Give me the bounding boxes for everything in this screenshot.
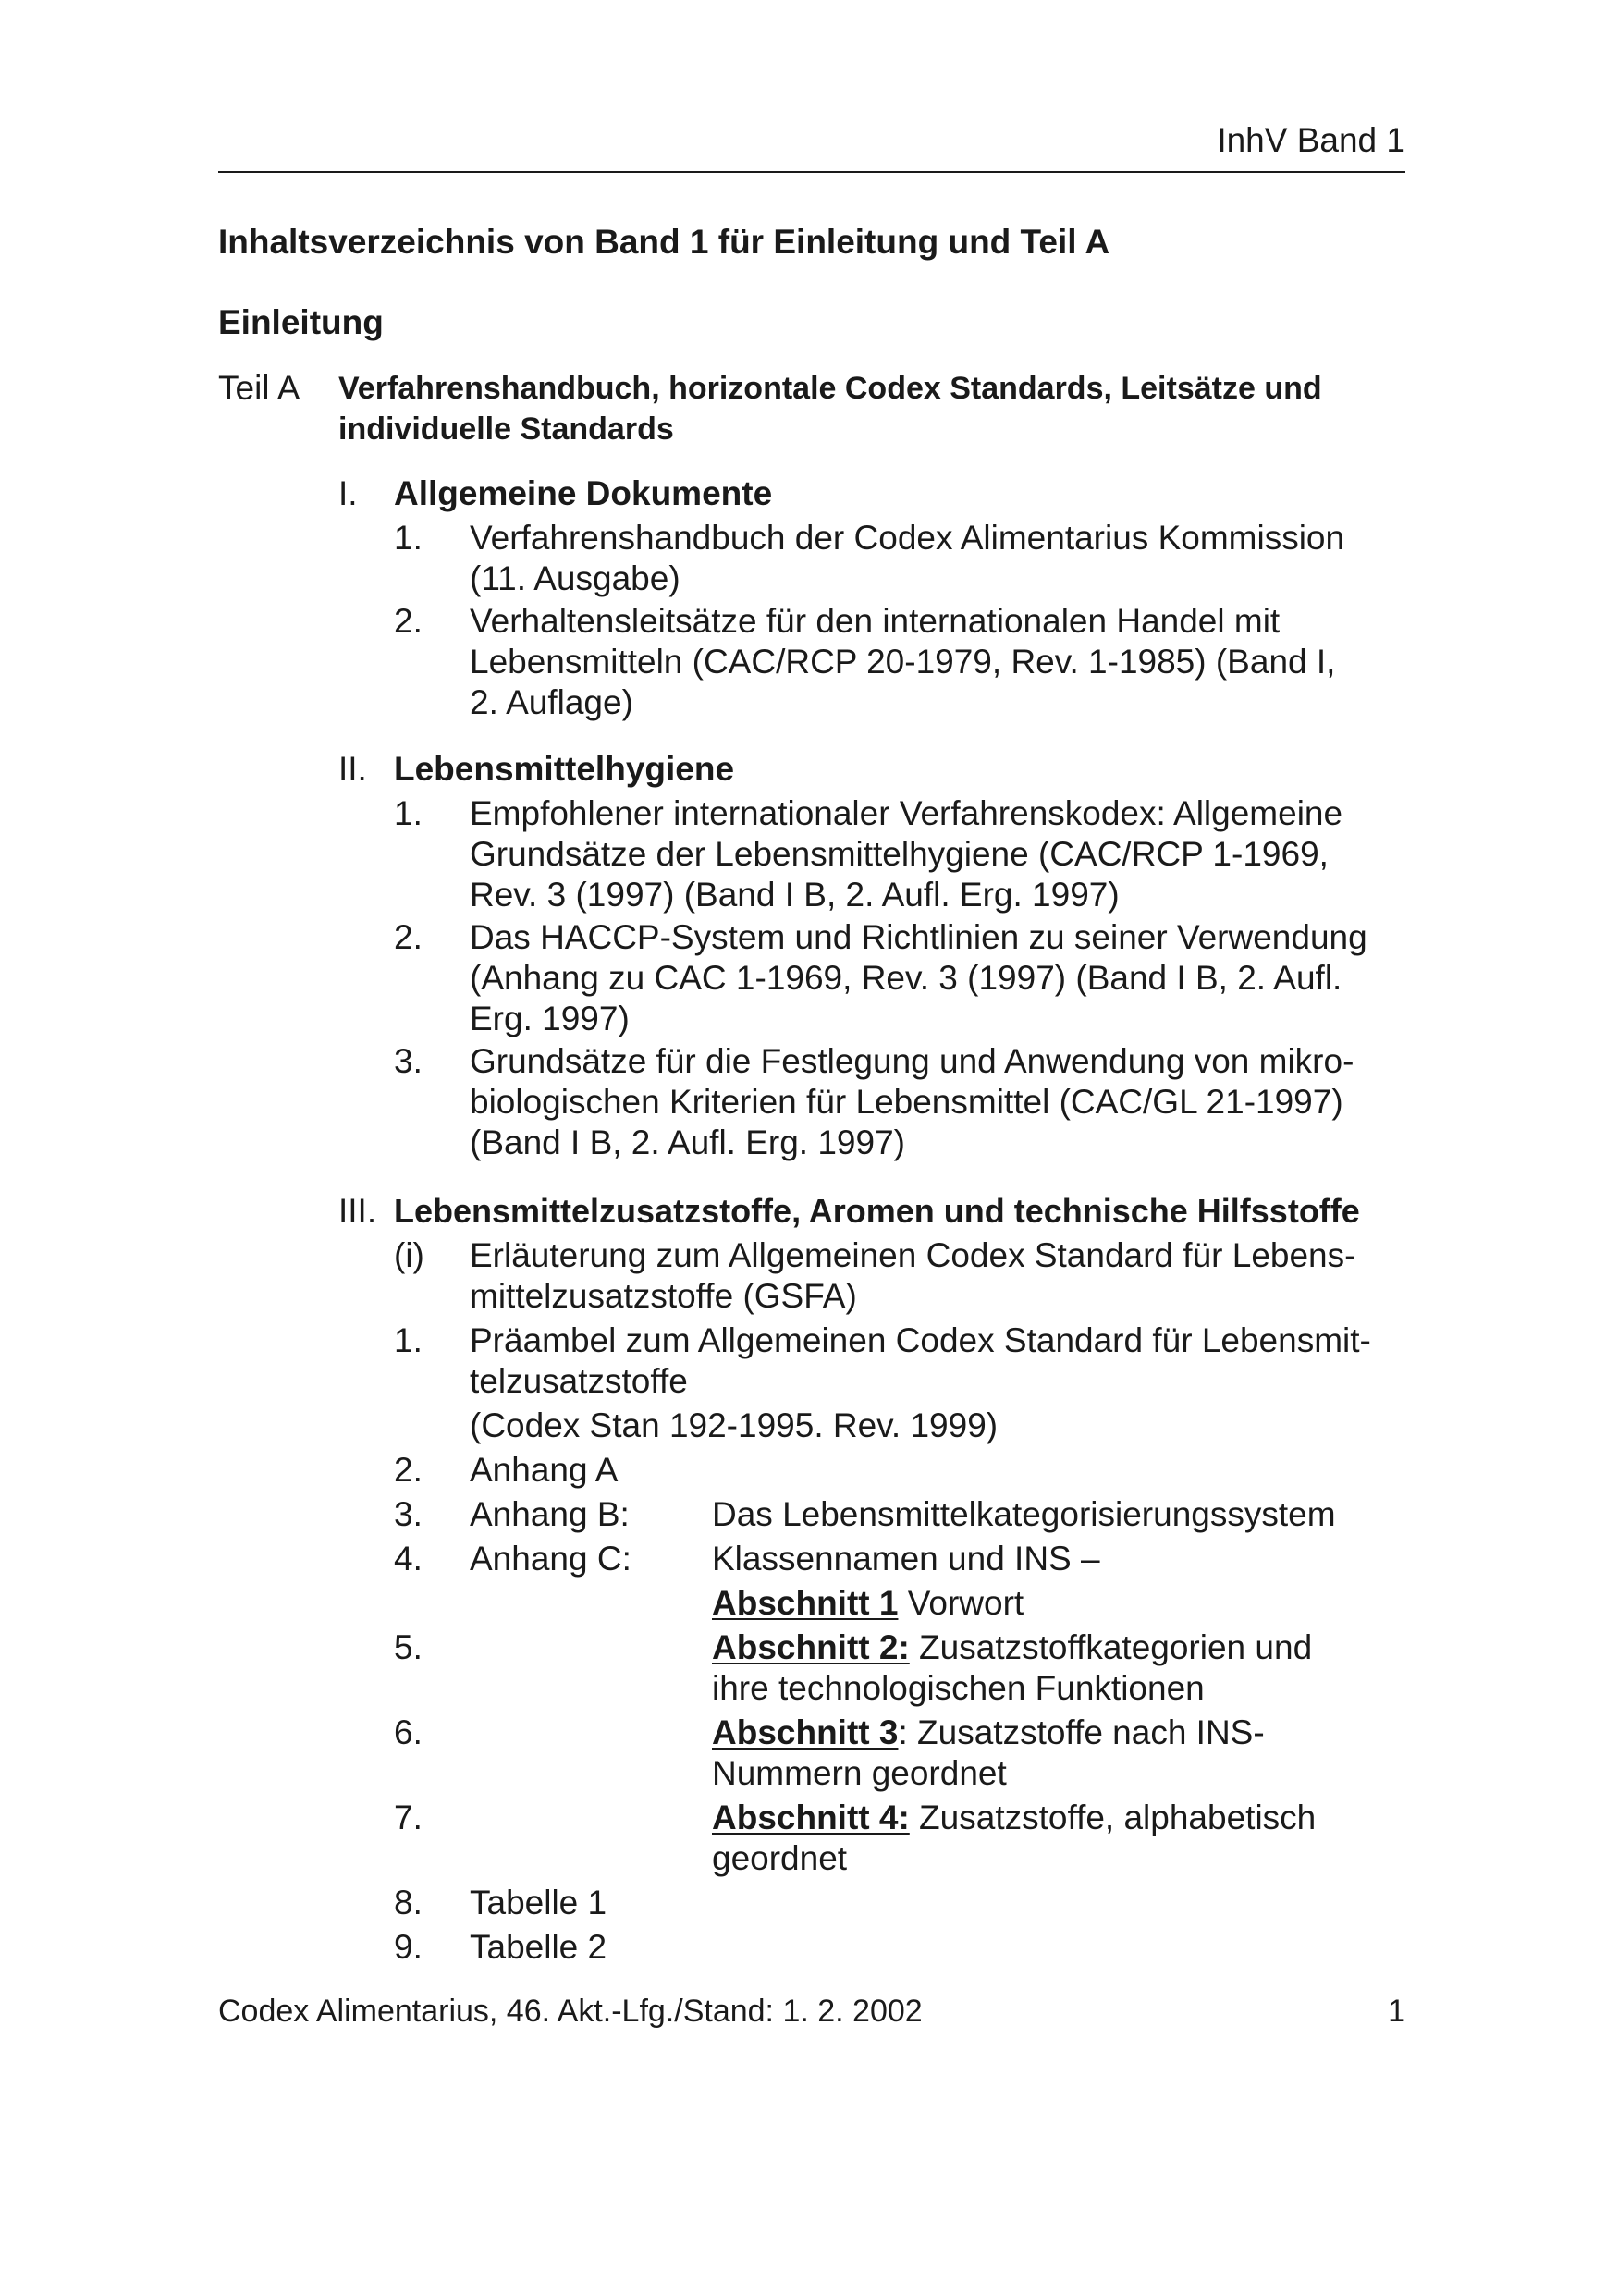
tabelle-label: Tabelle 1	[470, 1884, 607, 1922]
toc-entry-line: (11. Ausgabe)	[470, 559, 680, 597]
item-number: 1.	[394, 519, 423, 557]
abschnitt-text: Zusatzstoffe, alphabetisch	[909, 1799, 1317, 1836]
section-heading-einleitung: Einleitung	[218, 303, 384, 341]
abschnitt-text: Vorwort	[898, 1584, 1024, 1622]
item-number: 2.	[394, 1451, 423, 1489]
item-number: 4.	[394, 1540, 423, 1578]
toc-entry-line: Das Lebensmittelkategorisierungssystem	[712, 1495, 1336, 1533]
page-number: 1	[1388, 1994, 1405, 2029]
toc-entry-line	[712, 1583, 1024, 1624]
toc-entry-line: Rev. 3 (1997) (Band I B, 2. Aufl. Erg. 1997)	[470, 876, 1120, 914]
toc-entry-line: Erg. 1997)	[470, 1000, 630, 1037]
toc-entry-line	[712, 1798, 1316, 1838]
toc-entry-line: Präambel zum Allgemeinen Codex Standard für Lebensmit-	[470, 1321, 1371, 1359]
item-number: 8.	[394, 1884, 423, 1922]
teil-a-title-line2: individuelle Standards	[338, 411, 674, 447]
item-number: 2.	[394, 602, 423, 640]
section-numeral: II.	[338, 750, 367, 788]
abschnitt-text: : Zusatzstoffe nach INS-	[898, 1713, 1265, 1751]
toc-entry-line: geordnet	[712, 1839, 848, 1877]
toc-entry-line: biologischen Kriterien für Lebensmittel (CAC/GL 21-1997)	[470, 1083, 1343, 1121]
item-number: 3.	[394, 1042, 423, 1080]
toc-entry-line: (Anhang zu CAC 1-1969, Rev. 3 (1997) (Band I B, 2. Aufl.	[470, 959, 1342, 997]
anhang-label: Anhang C:	[470, 1540, 631, 1578]
toc-entry-line: Klassennamen und INS –	[712, 1540, 1100, 1578]
item-number: 5.	[394, 1628, 423, 1666]
item-number: 3.	[394, 1495, 423, 1533]
tabelle-label: Tabelle 2	[470, 1928, 607, 1966]
item-number: 7.	[394, 1799, 423, 1836]
teil-a-title-line1: Verfahrenshandbuch, horizontale Codex Standards, Leitsätze und	[338, 371, 1322, 406]
toc-entry-line: Nummern geordnet	[712, 1754, 1007, 1792]
item-number: (i)	[394, 1236, 424, 1274]
item-number: 2.	[394, 918, 423, 956]
footer-source: Codex Alimentarius, 46. Akt.-Lfg./Stand: 1. 2. 2002	[218, 1994, 923, 2029]
toc-entry-line: Verfahrenshandbuch der Codex Alimentarius Kommission	[470, 519, 1345, 557]
anhang-label: Anhang A	[470, 1451, 619, 1489]
toc-entry-line: Verhaltensleitsätze für den internationalen Handel mit	[470, 602, 1281, 640]
item-number: 1.	[394, 794, 423, 832]
abschnitt-text: Zusatzstoffkategorien und	[909, 1628, 1313, 1666]
toc-entry-line: Erläuterung zum Allgemeinen Codex Standard für Lebens-	[470, 1236, 1356, 1274]
page-title: Inhaltsverzeichnis von Band 1 für Einleitung und Teil A	[218, 223, 1110, 261]
toc-entry-line: Lebensmitteln (CAC/RCP 20-1979, Rev. 1-1985) (Band I,	[470, 643, 1336, 681]
section-title-allgemeine-dokumente: Allgemeine Dokumente	[394, 474, 773, 512]
section-title-zusatzstoffe: Lebensmittelzusatzstoffe, Aromen und technische Hilfsstoffe	[394, 1192, 1360, 1230]
toc-entry-line: (Codex Stan 192-1995. Rev. 1999)	[470, 1406, 999, 1444]
section-title-lebensmittelhygiene: Lebensmittelhygiene	[394, 750, 735, 788]
toc-entry-line: 2. Auflage)	[470, 683, 633, 721]
toc-entry-line: telzusatzstoffe	[470, 1362, 688, 1400]
toc-entry-line: Empfohlener internationaler Verfahrenskodex: Allgemeine	[470, 794, 1343, 832]
toc-entry-line: Grundsätze der Lebensmittelhygiene (CAC/RCP 1-1969,	[470, 835, 1329, 873]
teil-a-label: Teil A	[218, 369, 300, 407]
toc-entry-line: Grundsätze für die Festlegung und Anwendung von mikro-	[470, 1042, 1354, 1080]
running-head: InhV Band 1	[1217, 121, 1405, 159]
toc-entry-line	[712, 1713, 1265, 1753]
item-number: 9.	[394, 1928, 423, 1966]
item-number: 1.	[394, 1321, 423, 1359]
abschnitt-heading: Abschnitt 2:	[712, 1628, 910, 1666]
abschnitt-heading: Abschnitt 1	[712, 1584, 899, 1622]
toc-entry-line: mittelzusatzstoffe (GSFA)	[470, 1277, 857, 1315]
section-numeral: III.	[338, 1192, 377, 1230]
toc-entry-line: ihre technologischen Funktionen	[712, 1669, 1205, 1707]
section-numeral: I.	[338, 474, 358, 512]
header-rule	[218, 171, 1405, 173]
anhang-label: Anhang B:	[470, 1495, 630, 1533]
abschnitt-heading: Abschnitt 3	[712, 1713, 899, 1751]
toc-entry-line	[712, 1627, 1312, 1668]
item-number: 6.	[394, 1713, 423, 1751]
toc-entry-line: Das HACCP-System und Richtlinien zu seiner Verwendung	[470, 918, 1367, 956]
toc-entry-line: (Band I B, 2. Aufl. Erg. 1997)	[470, 1123, 905, 1161]
abschnitt-heading: Abschnitt 4:	[712, 1799, 910, 1836]
